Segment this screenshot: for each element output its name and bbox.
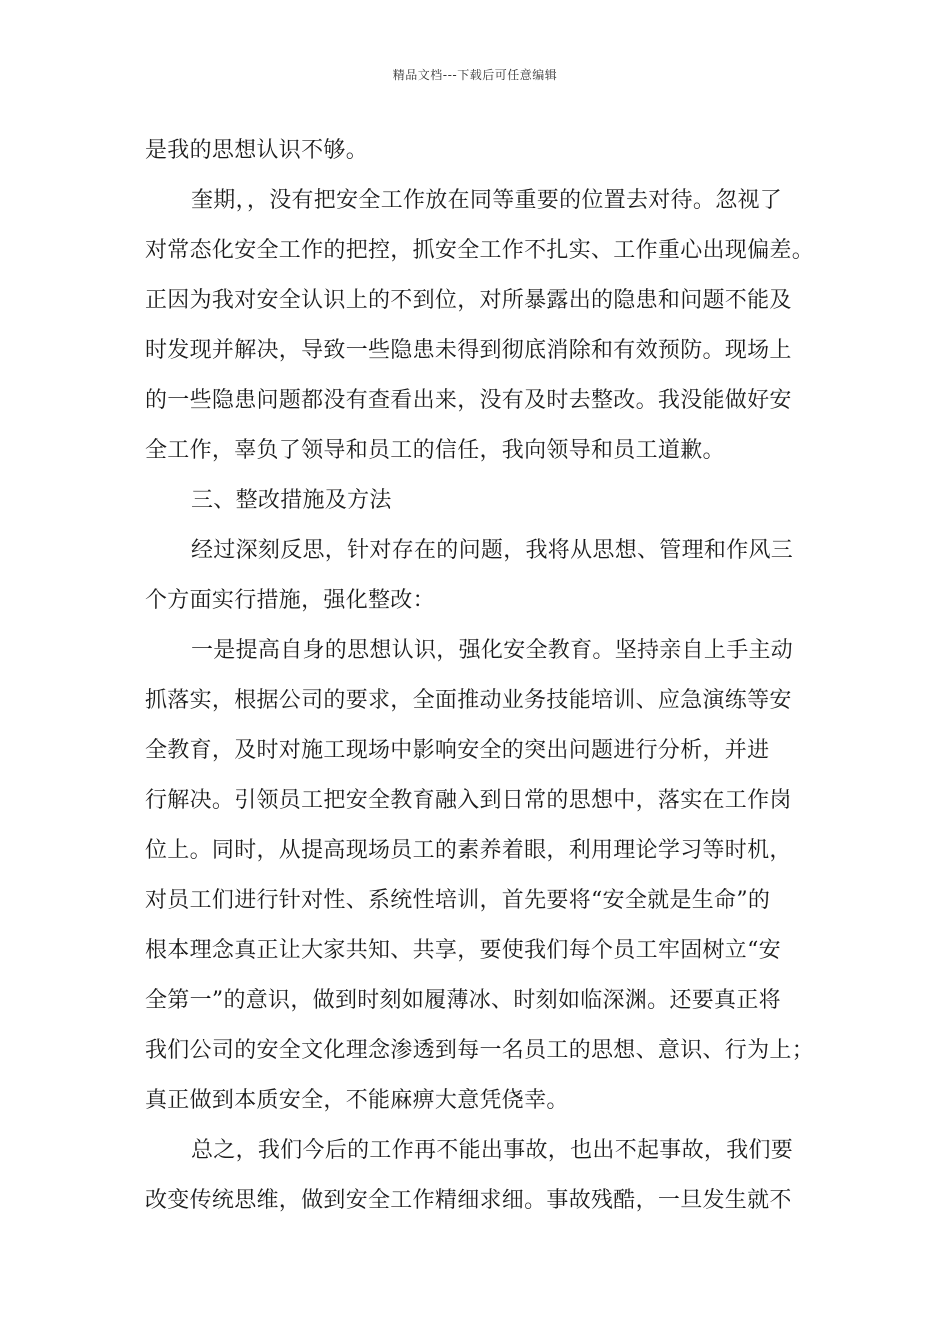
text-line: 位上。同时，从提高现场员工的素养着眼，利用理论学习等时机， [145,838,792,863]
text-line: 全第一”的意识，做到时刻如履薄冰、时刻如临深渊。还要真正将 [145,988,781,1013]
text-line: 对员工们进行针对性、系统性培训，首先要将“安全就是生命”的 [145,888,771,913]
paragraph-first-line: 奎期，，没有把安全工作放在同等重要的位置去对待。忽视了 [191,188,783,213]
text-line: 真正做到本质安全，不能麻痹大意凭侥幸。 [145,1088,569,1113]
text-line: 根本理念真正让大家共知、共享，要使我们每个员工牢固树立“安 [145,938,781,963]
text-line: 行解决。引领员工把安全教育融入到日常的思想中，落实在工作岗 [145,788,792,813]
page-header: 精品文档---下载后可任意编辑 [392,68,558,82]
text-line: 全工作，辜负了领导和员工的信任，我向领导和员工道歉。 [145,438,725,463]
text-line: 正因为我对安全认识上的不到位，对所暴露出的隐患和问题不能及 [145,288,792,313]
paragraph-first-line: 一是提高自身的思想认识，强化安全教育。坚持亲自上手主动 [191,638,794,663]
section-heading: 三、整改措施及方法 [191,488,392,513]
paragraph-first-line: 总之，我们今后的工作再不能出事故，也出不起事故，我们要 [191,1138,794,1163]
text-line: 个方面实行措施，强化整改： [145,588,435,613]
text-line: 全教育，及时对施工现场中影响安全的突出问题进行分析，并进 [145,738,770,763]
text-line: 我们公司的安全文化理念渗透到每一名员工的思想、意识、行为上； [145,1038,815,1063]
text-line: 抓落实，根据公司的要求，全面推动业务技能培训、应急演练等安 [145,688,792,713]
document-body [145,126,815,1226]
text-line: 对常态化安全工作的把控，抓安全工作不扎实、工作重心出现偏差。 [145,238,815,263]
text-line: 时发现并解决，导致一些隐患未得到彻底消除和有效预防。现场上 [145,338,792,363]
text-line: 改变传统思维，做到安全工作精细求细。事故残酷，一旦发生就不 [145,1188,792,1213]
paragraph-first-line: 经过深刻反思，针对存在的问题，我将从思想、管理和作风三 [191,538,794,563]
text-line: 是我的思想认识不够。 [145,138,369,163]
text-line: 的一些隐患问题都没有查看出来，没有及时去整改。我没能做好安 [145,388,792,413]
